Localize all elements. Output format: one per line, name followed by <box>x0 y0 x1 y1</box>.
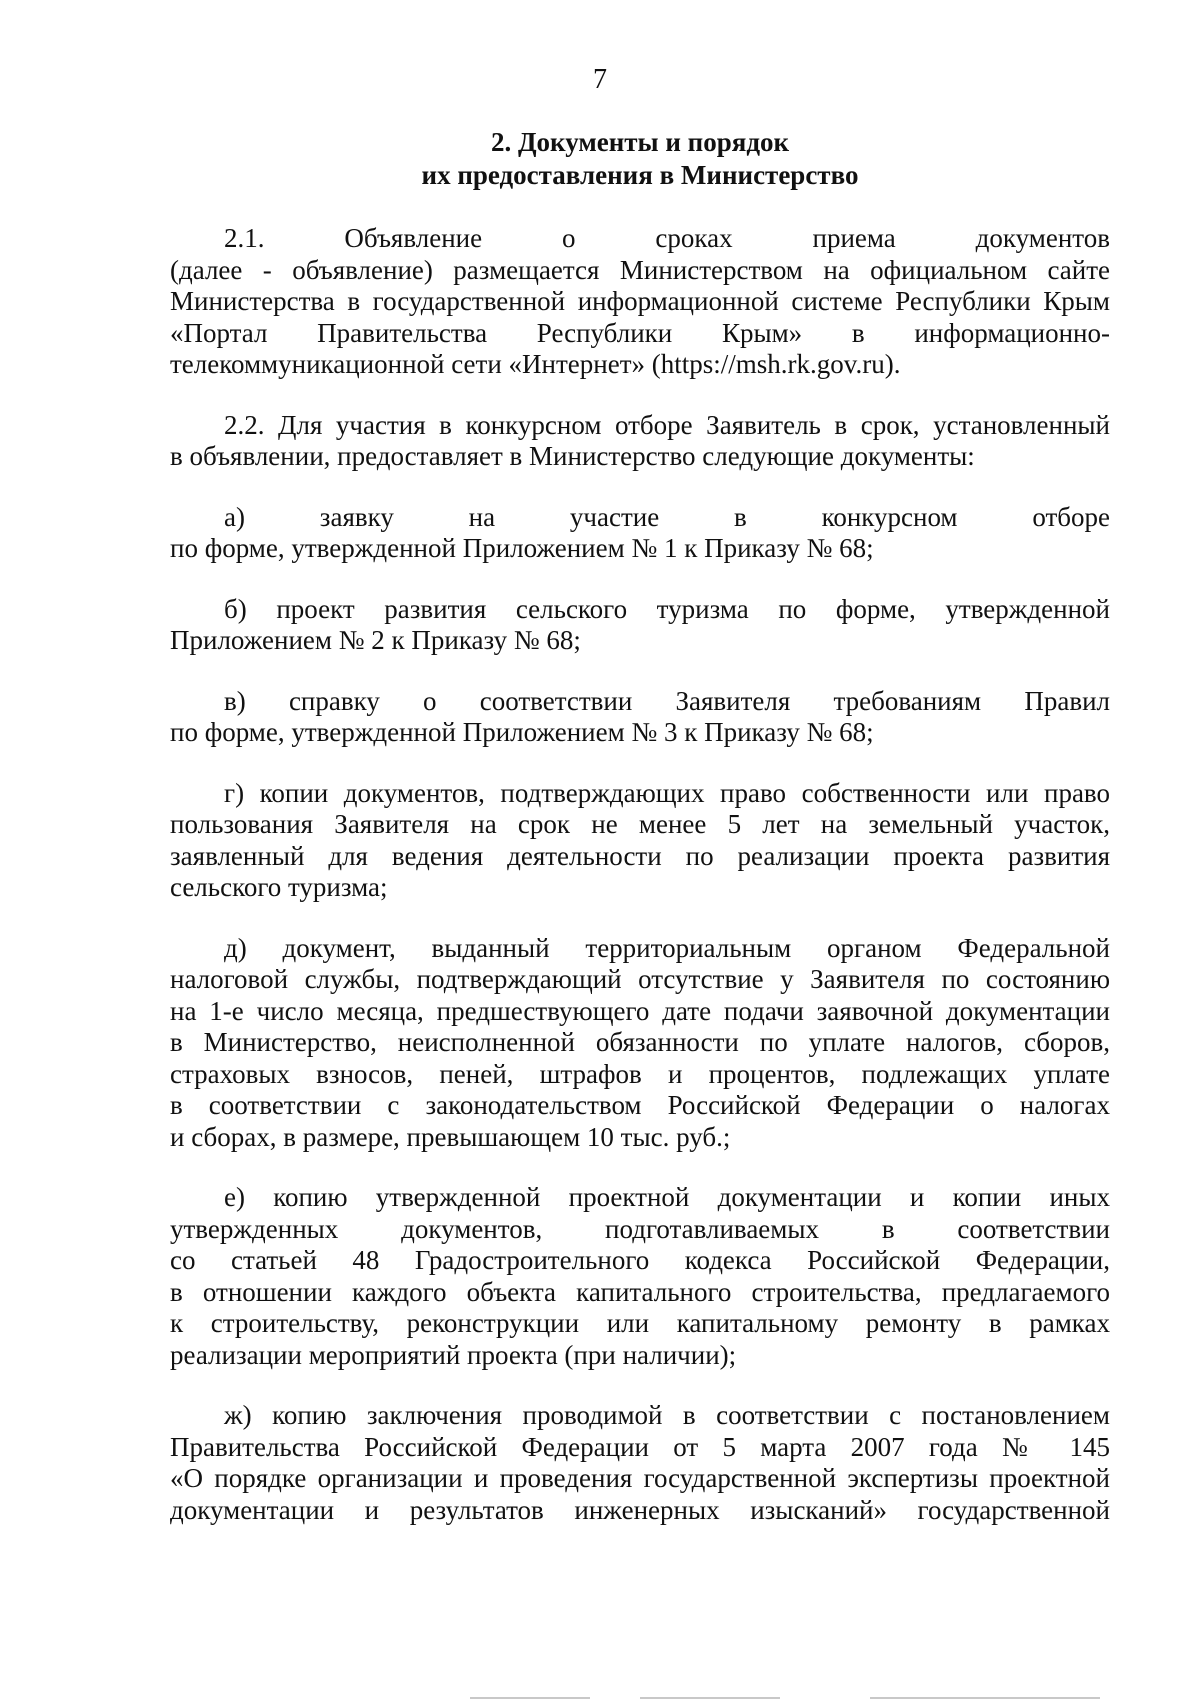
paragraph <box>170 1182 1110 1371</box>
paragraph <box>170 223 1110 381</box>
paragraph-line: и сборах, в размере, превышающем 10 тыс. руб.; <box>170 1121 731 1152</box>
paragraph-line: пользования Заявителя на срок не менее 5 лет на земельный участок, <box>170 809 1110 839</box>
paragraph-line: на 1-е число месяца, предшествующего дате подачи заявочной документации <box>170 995 1110 1026</box>
paragraph-line: Правительства Российской Федерации от 5 марта 2007 года № 145 <box>170 1431 1110 1462</box>
paragraph <box>170 933 1110 1154</box>
paragraph <box>170 1400 1110 1526</box>
paragraph-line: в) справку о соответствии Заявителя требованиям Правил <box>224 685 1110 716</box>
paragraph <box>170 594 1110 657</box>
document-body <box>170 223 1110 1555</box>
paragraph <box>170 502 1110 565</box>
paragraph-line: д) документ, выданный территориальным органом Федеральной <box>224 932 1110 963</box>
paragraph-line: реализации мероприятий проекта (при наличии); <box>170 1339 737 1370</box>
paragraph-line: со статьей 48 Градостроительного кодекса Российской Федерации, <box>170 1245 1110 1275</box>
paragraph-line: утвержденных документов, подготавливаемых в соответствии <box>170 1213 1110 1244</box>
section-heading-line-1: 2. Документы и порядок <box>490 127 790 157</box>
page-number: 7 <box>593 64 607 95</box>
paragraph-line: Приложением № 2 к Приказу № 68; <box>170 625 581 655</box>
paragraph-line: телекоммуникационной сети «Интернет» (https://msh.rk.gov.ru). <box>170 349 901 379</box>
paragraph-line: б) проект развития сельского туризма по форме, утвержденной <box>224 593 1110 624</box>
paragraph-line: к строительству, реконструкции или капитальному ремонту в рамках <box>170 1308 1110 1338</box>
scan-artifact-line <box>470 1697 590 1699</box>
paragraph-line: Министерства в государственной информационной системе Республики Крым <box>170 286 1110 316</box>
paragraph-line: в объявлении, предоставляет в Министерство следующие документы: <box>170 441 975 471</box>
section-heading <box>170 126 1110 192</box>
paragraph-line: в отношении каждого объекта капитального строительства, предлагаемого <box>170 1276 1110 1307</box>
paragraph-line: а) заявку на участие в конкурсном отборе <box>224 501 1110 532</box>
paragraph-line: заявленный для ведения деятельности по реализации проекта развития <box>170 840 1110 871</box>
paragraph <box>170 778 1110 904</box>
scan-artifact-line <box>640 1697 780 1699</box>
paragraph-line: в соответствии с законодательством Российской Федерации о налогах <box>170 1090 1110 1120</box>
scan-artifact-line <box>870 1697 1100 1699</box>
paragraph-line: 2.1. Объявление о сроках приема документов <box>224 223 1110 253</box>
section-heading-line-2: их предоставления в Министерство <box>421 160 859 190</box>
paragraph-line: по форме, утвержденной Приложением № 1 к Приказу № 68; <box>170 533 874 563</box>
paragraph-line: страховых взносов, пеней, штрафов и процентов, подлежащих уплате <box>170 1058 1110 1089</box>
paragraph-line: (далее - объявление) размещается Министерством на официальном сайте <box>170 254 1110 285</box>
paragraph-line: е) копию утвержденной проектной документации и копии иных <box>224 1182 1110 1212</box>
paragraph-line: г) копии документов, подтверждающих право собственности или право <box>224 777 1110 808</box>
paragraph-line: 2.2. Для участия в конкурсном отборе Заявитель в срок, установленный <box>224 409 1110 440</box>
paragraph-line: «О порядке организации и проведения государственной экспертизы проектной <box>170 1463 1110 1493</box>
paragraph-line: налоговой службы, подтверждающий отсутствие у Заявителя по состоянию <box>170 964 1110 994</box>
paragraph-line: сельского туризма; <box>170 872 388 902</box>
paragraph-line: документации и результатов инженерных изысканий» государственной <box>170 1494 1110 1525</box>
paragraph <box>170 686 1110 749</box>
paragraph-line: ж) копию заключения проводимой в соответствии с постановлением <box>224 1400 1110 1430</box>
paragraph-line: в Министерство, неисполненной обязанности по уплате налогов, сборов, <box>170 1027 1110 1057</box>
paragraph-line: «Портал Правительства Республики Крым» в информационно- <box>170 317 1110 348</box>
paragraph <box>170 410 1110 473</box>
paragraph-line: по форме, утвержденной Приложением № 3 к Приказу № 68; <box>170 717 874 747</box>
